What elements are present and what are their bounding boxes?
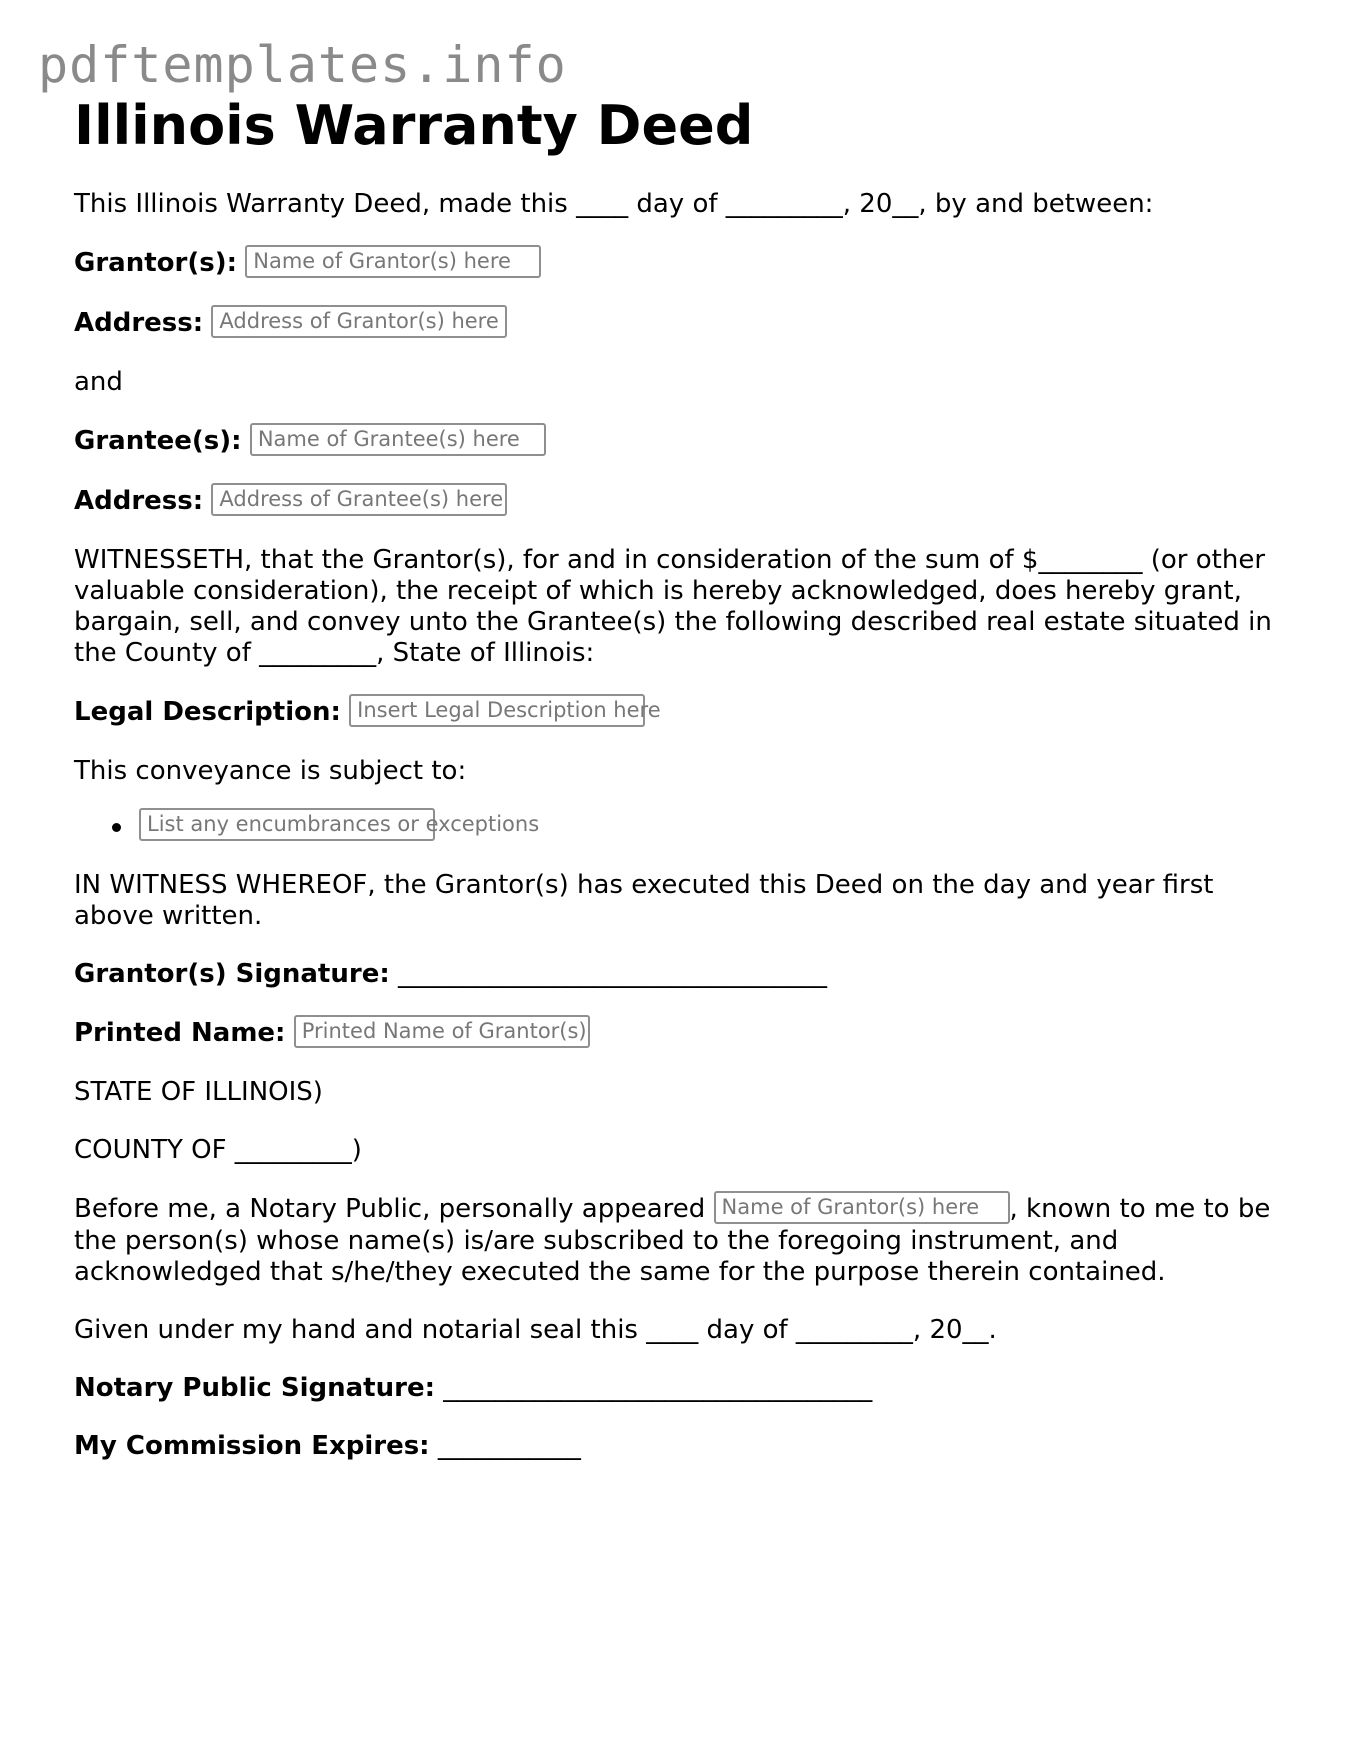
deed-document [74, 96, 1274, 1489]
commission-row [74, 1431, 1274, 1462]
grantee-address-row [74, 485, 1274, 518]
notary-grantor-name-input[interactable]: Name of Grantor(s) here [714, 1191, 1010, 1224]
given-under-text: Given under my hand and notarial seal this ____ day of _________, 20__. [74, 1315, 997, 1346]
state-line: STATE OF ILLINOIS) [74, 1077, 323, 1108]
printed-name-input[interactable]: Printed Name of Grantor(s) [294, 1015, 590, 1048]
legal-description-input[interactable]: Insert Legal Description here [349, 694, 645, 727]
grantor-name-input[interactable]: Name of Grantor(s) here [245, 245, 541, 278]
legal-description-row [74, 696, 1274, 729]
encumbrances-input[interactable]: List any encumbrances or exceptions [139, 808, 435, 841]
notary-intro-after: , known to me to be the person(s) whose name(s) is/are subscribed to the foregoing instrument, and acknowledged that s/he/they executed the same for the purpose therein contained. [74, 1194, 1271, 1288]
grantor-address-input[interactable]: Address of Grantor(s) here [211, 305, 507, 338]
grantor-signature-label: Grantor(s) Signature: [74, 959, 390, 990]
encumbrance-list [74, 810, 1274, 843]
page-title: Illinois Warranty Deed [74, 94, 754, 157]
grantor-row [74, 247, 1274, 280]
intro-text: This Illinois Warranty Deed, made this ____ day of _________, 20__, by and between: [74, 189, 1154, 220]
notary-signature-line[interactable]: _________________________________ [443, 1373, 873, 1404]
watermark: pdftemplates.info [38, 36, 567, 94]
grantor-address-label: Address: [74, 308, 204, 339]
grantor-label: Grantor(s): [74, 248, 237, 279]
subject-to-text: This conveyance is subject to: [74, 756, 467, 787]
list-item [139, 810, 1274, 843]
grantor-signature-row [74, 959, 1274, 990]
grantee-row [74, 425, 1274, 458]
notary-intro-before: Before me, a Notary Public, personally appeared [74, 1194, 706, 1225]
notary-paragraph [74, 1193, 1274, 1288]
printed-name-label: Printed Name: [74, 1018, 286, 1049]
county-line: COUNTY OF _________) [74, 1135, 362, 1166]
commission-line[interactable]: ___________ [437, 1431, 581, 1462]
grantor-signature-line[interactable]: _________________________________ [398, 959, 827, 990]
legal-description-label: Legal Description: [74, 697, 341, 728]
notary-signature-label: Notary Public Signature: [74, 1373, 435, 1404]
grantor-address-row [74, 307, 1274, 340]
in-witness-paragraph: IN WITNESS WHEREOF, the Grantor(s) has executed this Deed on the day and year first above written. [74, 870, 1214, 932]
notary-signature-row [74, 1373, 1274, 1404]
printed-name-row [74, 1017, 1274, 1050]
witnesseth-paragraph: WITNESSETH, that the Grantor(s), for and in consideration of the sum of $________ (or other valuable consideration), the receipt of which is hereby acknowledged, does hereby grant, bargain, sell, and convey unto the Grantee(s) the following described real estate situated in the County of _________, State of Illinois: [74, 545, 1272, 669]
grantee-address-label: Address: [74, 486, 204, 517]
commission-label: My Commission Expires: [74, 1431, 430, 1462]
grantee-address-input[interactable]: Address of Grantee(s) here [211, 483, 507, 516]
grantee-name-input[interactable]: Name of Grantee(s) here [250, 423, 546, 456]
and-text: and [74, 367, 123, 398]
grantee-label: Grantee(s): [74, 426, 242, 457]
